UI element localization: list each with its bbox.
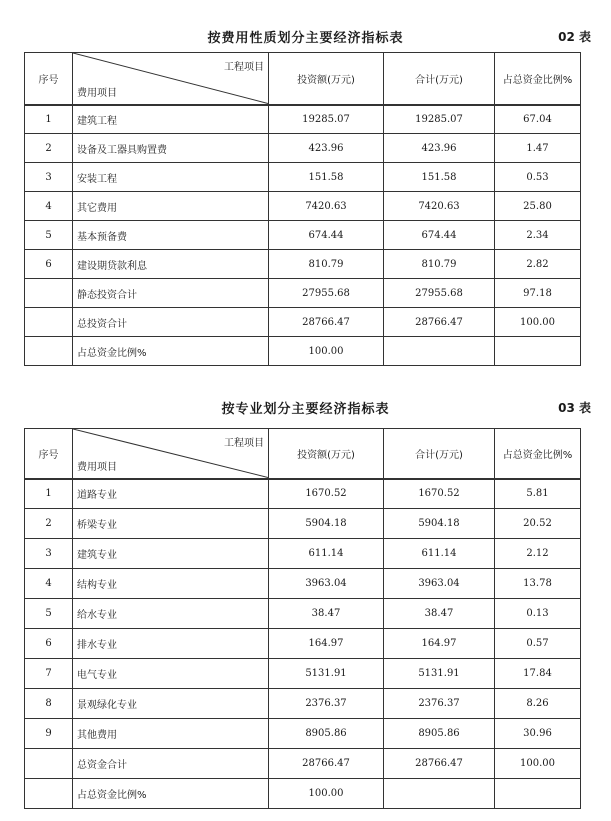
header-cost-item: 费用项目 <box>77 87 117 99</box>
row-no: 6 <box>25 250 73 279</box>
row-name: 道路专业 <box>73 479 269 509</box>
row-invest: 2376.37 <box>269 689 384 719</box>
row-no <box>25 779 73 809</box>
table-row <box>25 599 581 629</box>
table-row <box>25 250 581 279</box>
row-ratio: 0.13 <box>495 599 581 629</box>
table-row <box>25 689 581 719</box>
row-name: 其他费用 <box>73 719 269 749</box>
row-total: 674.44 <box>384 221 495 250</box>
row-no: 6 <box>25 629 73 659</box>
row-name: 给水专业 <box>73 599 269 629</box>
row-invest: 19285.07 <box>269 105 384 134</box>
row-ratio: 97.18 <box>495 279 581 308</box>
row-ratio: 13.78 <box>495 569 581 599</box>
row-invest: 27955.68 <box>269 279 384 308</box>
row-name: 设备及工器具购置费 <box>73 134 269 163</box>
row-total: 7420.63 <box>384 192 495 221</box>
row-ratio: 0.57 <box>495 629 581 659</box>
row-total: 8905.86 <box>384 719 495 749</box>
row-ratio <box>495 337 581 366</box>
row-no: 3 <box>25 163 73 192</box>
row-name: 静态投资合计 <box>73 279 269 308</box>
table-row <box>25 539 581 569</box>
row-no: 3 <box>25 539 73 569</box>
row-no: 7 <box>25 659 73 689</box>
row-ratio: 2.82 <box>495 250 581 279</box>
table-row <box>25 779 581 809</box>
header-investment: 投资额(万元) <box>269 53 384 105</box>
row-invest: 8905.86 <box>269 719 384 749</box>
row-invest: 674.44 <box>269 221 384 250</box>
header-diagonal <box>73 53 269 105</box>
row-invest: 810.79 <box>269 250 384 279</box>
header-total: 合计(万元) <box>384 53 495 105</box>
row-ratio: 100.00 <box>495 749 581 779</box>
header-index: 序号 <box>25 53 73 105</box>
row-name: 安装工程 <box>73 163 269 192</box>
row-no <box>25 337 73 366</box>
row-total: 423.96 <box>384 134 495 163</box>
table-row <box>25 221 581 250</box>
row-no <box>25 308 73 337</box>
header-project: 工程项目 <box>224 438 264 449</box>
row-total: 27955.68 <box>384 279 495 308</box>
row-total: 1670.52 <box>384 479 495 509</box>
row-name: 建筑专业 <box>73 539 269 569</box>
row-invest: 164.97 <box>269 629 384 659</box>
row-no <box>25 749 73 779</box>
row-name: 景观绿化专业 <box>73 689 269 719</box>
row-ratio: 5.81 <box>495 479 581 509</box>
header-diagonal <box>73 429 269 479</box>
header-ratio: 占总资金比例% <box>495 53 581 105</box>
row-no: 2 <box>25 509 73 539</box>
table-03-number: 03 表 <box>558 401 591 415</box>
table-02-title: 按费用性质划分主要经济指标表 <box>207 31 404 46</box>
row-invest: 151.58 <box>269 163 384 192</box>
row-ratio: 2.12 <box>495 539 581 569</box>
row-total: 151.58 <box>384 163 495 192</box>
row-total: 810.79 <box>384 250 495 279</box>
row-ratio <box>495 779 581 809</box>
row-total: 5131.91 <box>384 659 495 689</box>
header-investment: 投资额(万元) <box>269 429 384 479</box>
row-total: 2376.37 <box>384 689 495 719</box>
row-invest: 5131.91 <box>269 659 384 689</box>
row-no: 9 <box>25 719 73 749</box>
row-no: 8 <box>25 689 73 719</box>
table-02 <box>24 52 581 366</box>
table-row <box>25 337 581 366</box>
row-total: 611.14 <box>384 539 495 569</box>
row-no: 5 <box>25 599 73 629</box>
row-ratio: 2.34 <box>495 221 581 250</box>
row-invest: 5904.18 <box>269 509 384 539</box>
table-row <box>25 749 581 779</box>
row-total: 164.97 <box>384 629 495 659</box>
row-no: 1 <box>25 479 73 509</box>
row-total: 19285.07 <box>384 105 495 134</box>
row-ratio: 100.00 <box>495 308 581 337</box>
row-invest: 423.96 <box>269 134 384 163</box>
row-ratio: 20.52 <box>495 509 581 539</box>
row-ratio: 25.80 <box>495 192 581 221</box>
row-ratio: 1.47 <box>495 134 581 163</box>
table-03-title: 按专业划分主要经济指标表 <box>221 402 390 417</box>
row-invest: 28766.47 <box>269 749 384 779</box>
row-total <box>384 779 495 809</box>
header-project: 工程项目 <box>224 62 264 73</box>
table-row <box>25 629 581 659</box>
row-invest: 1670.52 <box>269 479 384 509</box>
row-name: 结构专业 <box>73 569 269 599</box>
table-row <box>25 479 581 509</box>
table-row <box>25 719 581 749</box>
row-total: 38.47 <box>384 599 495 629</box>
table-row <box>25 279 581 308</box>
row-invest: 38.47 <box>269 599 384 629</box>
row-no: 5 <box>25 221 73 250</box>
table-03 <box>24 428 581 809</box>
row-name: 总资金合计 <box>73 749 269 779</box>
header-index: 序号 <box>25 429 73 479</box>
row-total: 5904.18 <box>384 509 495 539</box>
row-name: 总投资合计 <box>73 308 269 337</box>
row-no: 1 <box>25 105 73 134</box>
row-invest: 3963.04 <box>269 569 384 599</box>
row-name: 电气专业 <box>73 659 269 689</box>
row-no <box>25 279 73 308</box>
row-invest: 7420.63 <box>269 192 384 221</box>
table-row <box>25 509 581 539</box>
row-no: 4 <box>25 569 73 599</box>
table-row <box>25 134 581 163</box>
row-total: 3963.04 <box>384 569 495 599</box>
table-02-number: 02 表 <box>558 30 591 44</box>
row-invest: 611.14 <box>269 539 384 569</box>
table-row <box>25 659 581 689</box>
row-ratio: 0.53 <box>495 163 581 192</box>
row-name: 其它费用 <box>73 192 269 221</box>
row-invest: 100.00 <box>269 337 384 366</box>
row-name: 桥梁专业 <box>73 509 269 539</box>
row-name: 建设期贷款利息 <box>73 250 269 279</box>
row-name: 建筑工程 <box>73 105 269 134</box>
row-ratio: 8.26 <box>495 689 581 719</box>
header-ratio: 占总资金比例% <box>495 429 581 479</box>
row-total <box>384 337 495 366</box>
table-row <box>25 308 581 337</box>
header-cost-item: 费用项目 <box>77 461 117 473</box>
table-row <box>25 105 581 134</box>
row-total: 28766.47 <box>384 308 495 337</box>
table-row <box>25 192 581 221</box>
row-ratio: 67.04 <box>495 105 581 134</box>
table-row <box>25 569 581 599</box>
row-no: 2 <box>25 134 73 163</box>
row-name: 占总资金比例% <box>73 337 269 366</box>
row-no: 4 <box>25 192 73 221</box>
row-invest: 100.00 <box>269 779 384 809</box>
row-ratio: 30.96 <box>495 719 581 749</box>
table-row <box>25 163 581 192</box>
row-ratio: 17.84 <box>495 659 581 689</box>
row-name: 占总资金比例% <box>73 779 269 809</box>
row-invest: 28766.47 <box>269 308 384 337</box>
row-name: 基本预备费 <box>73 221 269 250</box>
row-name: 排水专业 <box>73 629 269 659</box>
header-total: 合计(万元) <box>384 429 495 479</box>
row-total: 28766.47 <box>384 749 495 779</box>
